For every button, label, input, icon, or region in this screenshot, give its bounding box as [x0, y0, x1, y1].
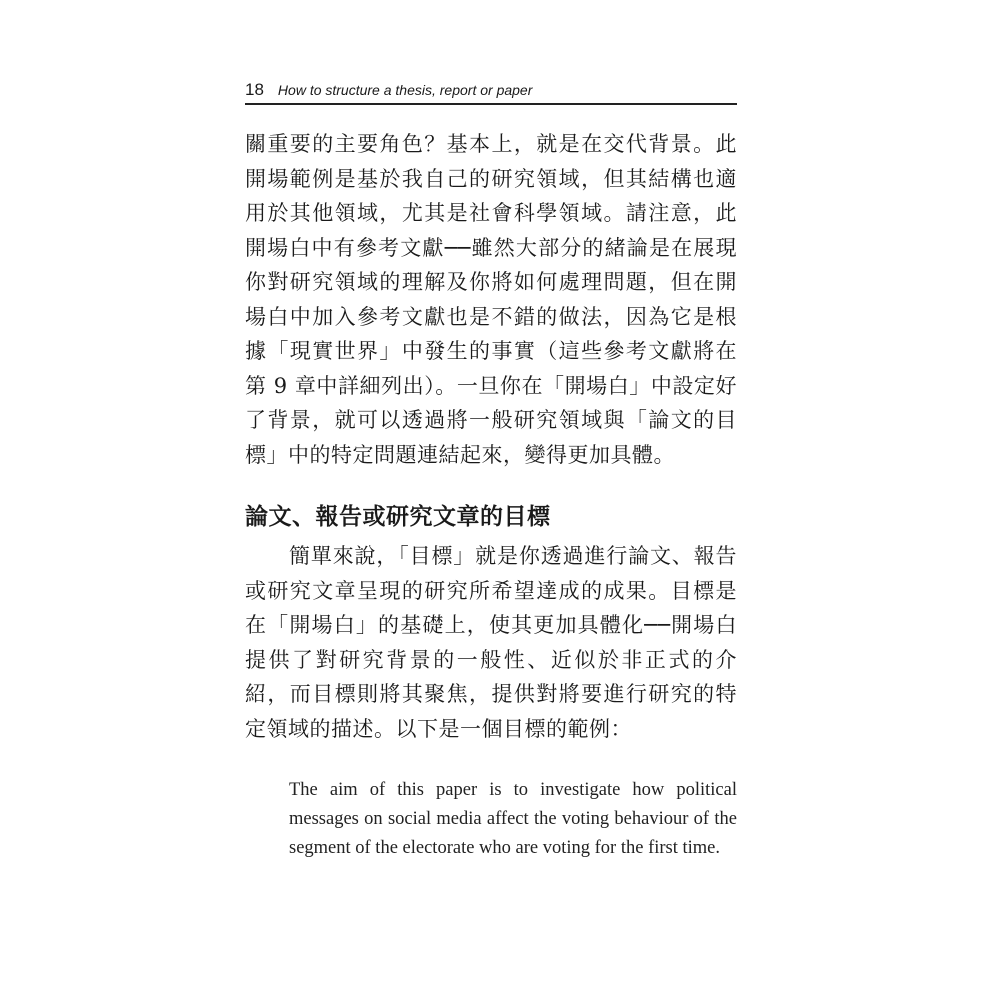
body-paragraph-1: 關重要的主要角色？基本上，就是在交代背景。此開場範例是基於我自己的研究領域，但其結構也適用於其他領域，尤其是社會科學領域。請注意，此開場白中有參考文獻──雖然大部分的緒論是在展現你對研究領域的理解及你將如何處理問題，但在開場白中加入參考文獻也是不錯的做法，因為它是根據「現實世界」中發生的事實（這些參考文獻將在第 9 章中詳細列出）。一旦你在「開場白」中設定好了背景，就可以透過將一般研究領域與「論文的目標」中的特定問題連結起來，變得更加具體。 — [245, 132, 737, 467]
page-number: 18 — [245, 80, 264, 99]
block-quote: The aim of this paper is to investigate how political messages on social media affect the voting behaviour of the segment of the electorate who are voting for the first time. — [289, 780, 737, 858]
running-header — [245, 80, 737, 105]
running-title: How to structure a thesis, report or paper — [277, 82, 533, 98]
body-paragraph-2: 簡單來說，「目標」就是你透過進行論文、報告或研究文章呈現的研究所希望達成的成果。目標是在「開場白」的基礎上，使其更加具體化──開場白提供了對研究背景的一般性、近似於非正式的介紹，而目標則將其聚焦，提供對將要進行研究的特定領域的描述。以下是一個目標的範例： — [245, 544, 737, 741]
book-page — [245, 80, 737, 863]
section-heading: 論文、報告或研究文章的目標 — [245, 503, 551, 530]
